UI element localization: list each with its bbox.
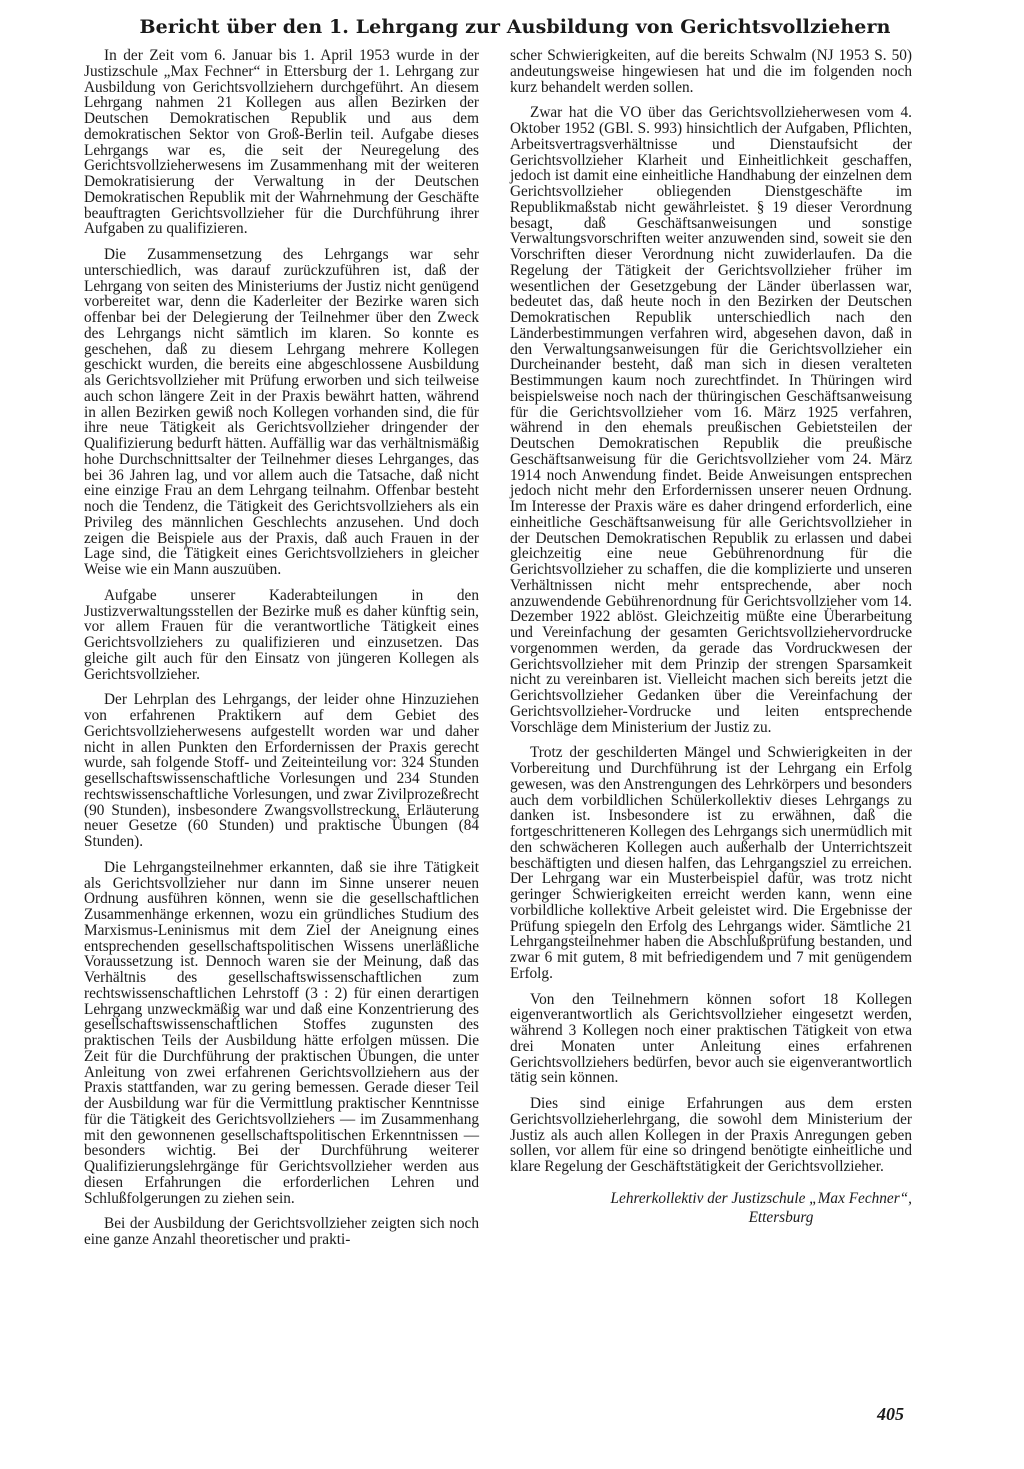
article-title: Bericht über den 1. Lehrgang zur Ausbildung von Gerichtsvollziehern bbox=[139, 16, 891, 38]
paragraph: Trotz der geschilderten Mängel und Schwierigkeiten in der Vorbereitung und Durchführung ist der Lehrgang ein Erfolg gewesen, was den Anstrengungen des Lehrkörpers und besonders auch dem vorbildlichen Schülerkollektiv dieses Lehrgangs zu danken ist. Insbesondere ist zu erwähnen, daß die fortgeschritteneren Kollegen des Lehrgangs sich unermüdlich mit den schwächeren Kollegen auch außerhalb der Unterrichtszeit beschäftigten und diesen halfen, das Lehrgangsziel zu erreichen. Der Lehrgang war ein Musterbeispiel dafür, was trotz nicht geringer Schwierigkeiten erreicht werden kann, wenn eine vorbildliche kollektive Arbeit geleistet wird. Die Ergebnisse der Prüfung spiegeln den Erfolg des Lehrgangs wider. Sämtliche 21 Lehrgangsteilnehmer haben die Abschlußprüfung bestanden, und zwar 6 mit gutem, 8 mit befriedigendem und 7 mit genügendem Erfolg. bbox=[510, 744, 912, 982]
right-column bbox=[510, 48, 912, 1237]
signature-author: Lehrerkollektiv der Justizschule „Max Fechner“, bbox=[610, 1189, 912, 1207]
paragraph: In der Zeit vom 6. Januar bis 1. April 1953 wurde in der Justizschule „Max Fechner“ in Ettersburg der 1. Lehrgang zur Ausbildung von Gerichtsvollziehern durchgeführt. An diesem Lehrgang nahmen 21 Kollegen aus allen Bezirken der Deutschen Demokratischen Republik und aus dem demokratischen Sektor von Groß-Berlin teil. Aufgabe dieses Lehrgangs war es, die seit der Neuregelung des Gerichtsvollzieherwesens im Zusammenhang mit der weiteren Demokratisierung der Verwaltung in der Deutschen Demokratischen Republik mit der Wahrnehmung der Geschäfte beauftragten Gerichtsvollzieher für die Durchführung ihrer Aufgaben zu qualifizieren. bbox=[84, 47, 479, 238]
paragraph: Der Lehrplan des Lehrgangs, der leider ohne Hinzuziehen von erfahrenen Praktikern auf dem Gebiet des Gerichtsvollzieherwesens aufgestellt worden war und daher nicht in allen Punkten den Erfordernissen der Praxis gerecht wurde, sah folgende Stoff- und Zeiteinteilung vor: 324 Stunden gesellschaftswissenschaftliche Vorlesungen und 234 Stunden rechtswissenschaftliche Vorlesungen, und zwar Zivilprozeßrecht (90 Stunden), insbesondere Zwangsvollstreckung, Erläuterung neuer Gesetze (60 Stunden) und praktische Übungen (84 Stunden). bbox=[84, 691, 479, 850]
paragraph: Von den Teilnehmern können sofort 18 Kollegen eigenverantwortlich als Gerichtsvollzieher eingesetzt werden, während 3 Kollegen noch einer praktischen Tätigkeit von etwa drei Monaten unter Anleitung eines erfahrenen Gerichtsvollziehers bedürfen, bevor auch sie eigenverantwortlich tätig sein können. bbox=[510, 990, 912, 1087]
page-number: 405 bbox=[877, 1404, 904, 1424]
signature bbox=[510, 1189, 912, 1227]
paragraph: Die Zusammensetzung des Lehrgangs war sehr unterschiedlich, was darauf zurückzuführen ist, daß der Lehrgang von seiten des Ministeriums der Justiz nicht genügend vorbereitet war, denn die Kaderleiter der Bezirke waren sich offenbar bei der Delegierung der Teilnehmer über den Zweck des Lehrgangs nicht sämtlich im klaren. So konnte es geschehen, daß zu diesem Lehrgang mehrere Kollegen geschickt wurden, die bereits eine abgeschlossene Ausbildung als Gerichtsvollzieher mit Prüfung erworben und sich teilweise auch schon längere Zeit in der Praxis bewährt hatten, während in allen Bezirken gewiß noch Kollegen vorhanden sind, die für ihre neue Tätigkeit als Gerichtsvollzieher dringender der Qualifizierung bedurft hätten. Auffällig war das verhältnismäßig hohe Durchschnittsalter der Teilnehmer dieses Lehrganges, das bei 36 Jahren lag, und vor allem auch die Tatsache, daß nicht eine einzige Frau an dem Lehrgang teilnahm. Offenbar besteht noch die Tendenz, die Tätigkeit des Gerichtsvollziehers als ein Privileg des männlichen Geschlechts anzusehen. Und doch zeigen die Beispiele aus der Praxis, daß auch Frauen in der Lage sind, die Tätigkeit eines Gerichtsvollziehers in gleicher Weise wie ein Mann auszuüben. bbox=[84, 246, 479, 578]
paragraph-continued: scher Schwierigkeiten, auf die bereits Schwalm (NJ 1953 S. 50) andeutungsweise hingewiesen hat und die im folgenden noch kurz behandelt werden sollen. bbox=[510, 47, 912, 96]
paragraph: Aufgabe unserer Kaderabteilungen in den Justizverwaltungsstellen der Bezirke muß es daher künftig sein, vor allem Frauen für die verantwortliche Tätigkeit eines Gerichtsvollziehers zu qualifizieren und einzusetzen. Das gleiche gilt auch für den Einsatz von jüngeren Kollegen als Gerichtsvollzieher. bbox=[84, 586, 479, 683]
paragraph: Bei der Ausbildung der Gerichtsvollzieher zeigten sich noch eine ganze Anzahl theoretischer und prakti- bbox=[84, 1215, 479, 1248]
paragraph: Die Lehrgangsteilnehmer erkannten, daß sie ihre Tätigkeit als Gerichtsvollzieher nur dann im Sinne unserer neuen Ordnung ausführen können, wenn sie die gesellschaftlichen Zusammenhänge erkennen, wozu ein gründliches Studium des Marxismus-Leninismus mit dem Ziel der Aneignung eines entsprechenden gesellschaftspolitischen Wissens unerläßliche Voraussetzung ist. Dennoch waren sie der Meinung, daß das Verhältnis des gesellschaftswissenschaftlichen zum rechtswissenschaftlichen Lehrstoff (3 : 2) für einen derartigen Lehrgang unzweckmäßig war und daß eine Konzentrierung des gesellschaftswissenschaftlichen Stoffes zugunsten des praktischen Teils der Ausbildung hätte erfolgen müssen. Die Zeit für die Durchführung der praktischen Übungen, die unter Anleitung von zwei erfahrenen Gerichtsvollziehern aus der Praxis stattfanden, war zu gering bemessen. Gerade dieser Teil der Ausbildung war für die Vermittlung praktischer Kenntnisse für die Tätigkeit des Gerichtsvollziehers — im Zusammenhang mit den gewonnenen gesellschaftspolitischen Erkenntnissen — besonders wichtig. Bei der Durchführung weiterer Qualifizierungslehrgänge für Gerichtsvollzieher werden aus diesen Erfahrungen die erforderlichen Lehren und Schlußfolgerungen zu ziehen sein. bbox=[84, 858, 479, 1207]
left-column bbox=[84, 48, 479, 1248]
signature-place: Ettersburg bbox=[748, 1208, 814, 1226]
paragraph: Zwar hat die VO über das Gerichtsvollzieherwesen vom 4. Oktober 1952 (GBl. S. 993) hinsichtlich der Aufgaben, Pflichten, Arbeitsvertragsverhältnisse und Dienstaufsicht der Gerichtsvollzieher Klarheit und Einheitlichkeit geschaffen, jedoch ist damit eine einheitliche Handhabung der einzelnen dem Gerichtsvollzieher obliegenden Dienstgeschäfte im Republikmaßstab nicht gewährleistet. § 19 dieser Verordnung besagt, daß Geschäftsanweisungen und sonstige Verwaltungsvorschriften weiter anzuwenden sind, soweit sie den Vorschriften dieser Verordnung nicht zuwiderlaufen. Da die Regelung der Tätigkeit der Gerichtsvollzieher früher im wesentlichen der Gesetzgebung der Länder überlassen war, bedeutet das, daß heute noch in den Bezirken der Deutschen Demokratischen Republik unterschiedlich nach den Länderbestimmungen verfahren wird, abgesehen davon, daß in den Verwaltungsanweisungen für die Gerichtsvollzieher ein Durcheinander besteht, daß man sich in diesen veralteten Bestimmungen kaum noch zurechtfindet. In Thüringen wird beispielsweise noch nach der thüringischen Geschäftsanweisung für die Gerichtsvollzieher vom 16. März 1925 verfahren, während in den ehemals preußischen Gebietsteilen der Deutschen Demokratischen Republik die preußische Geschäftsanweisung für die Gerichtsvollzieher vom 24. März 1914 noch Anwendung findet. Beide Anweisungen entsprechen jedoch nicht mehr den Erfordernissen unserer neuen Ordnung. Im Interesse der Praxis wäre es daher dringend erforderlich, eine einheitliche Geschäftsanweisung für alle Gerichtsvollzieher in der Deutschen Demokratischen Republik zu erlassen und dabei gleichzeitig eine neue Gebührenordnung für die Gerichtsvollzieher zu schaffen, die die komplizierte und unseren Verhältnissen nicht mehr entsprechende, aber noch anzuwendende Gebührenordnung für Gerichtsvollzieher vom 14. Dezember 1922 ablöst. Gleichzeitig müßte eine Überarbeitung und Vereinfachung der gesamten Gerichtsvollziehervordrucke vorgenommen werden, da gerade das Vordruckwesen der Gerichtsvollzieher mit dem Prinzip der strengen Sparsamkeit nicht zu vereinbaren ist. Vielleicht machen sich bereits jetzt die Gerichtsvollzieher Gedanken über die Vereinfachung der Gerichtsvollzieher-Vordrucke und leiten entsprechende Vorschläge dem Ministerium der Justiz zu. bbox=[510, 104, 912, 736]
paragraph: Dies sind einige Erfahrungen aus dem ersten Gerichtsvollzieherlehrgang, die sowohl dem Ministerium der Justiz als auch allen Kollegen in der Praxis Anregungen geben sollen, vor allem für eine so dringend benötigte einheitliche und klare Regelung der Geschäftstätigkeit der Gerichtsvollzieher. bbox=[510, 1095, 912, 1175]
